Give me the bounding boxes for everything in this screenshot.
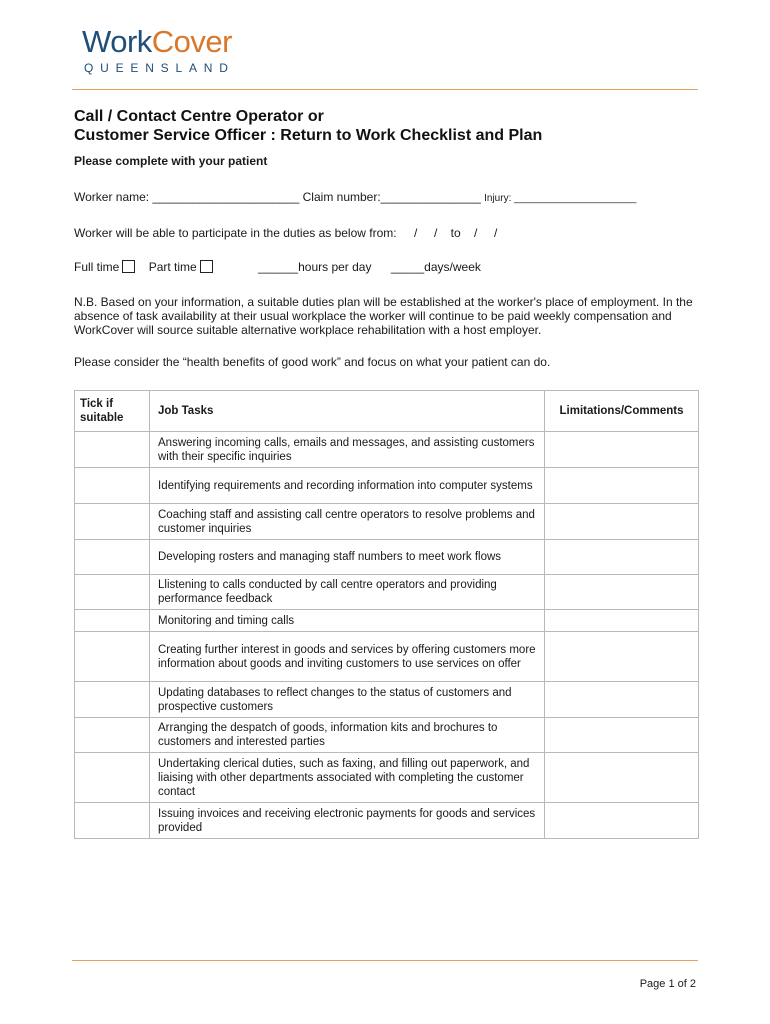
comments-header: Limitations/Comments [545,391,699,432]
task-cell: Monitoring and timing calls [150,610,545,632]
task-cell: Identifying requirements and recording information into computer systems [150,468,545,504]
logo-subtitle: QUEENSLAND [84,61,235,75]
tick-cell[interactable] [75,610,150,632]
tick-cell[interactable] [75,468,150,504]
task-cell: Coaching staff and assisting call centre operators to resolve problems and customer inquiries [150,504,545,540]
title-line-2: Customer Service Officer : Return to Work Checklist and Plan [74,127,543,144]
comments-cell[interactable] [545,610,699,632]
task-cell: Updating databases to reflect changes to the status of customers and prospective customers [150,682,545,718]
comments-cell[interactable] [545,718,699,753]
comments-cell[interactable] [545,468,699,504]
logo-wordmark: WorkCover [82,24,232,59]
tick-cell[interactable] [75,575,150,610]
participation-line [74,226,497,240]
days-per-week-field[interactable]: _____days/week [390,260,481,274]
table-row [75,682,699,718]
page-number: Page 1 of 2 [639,978,696,990]
title-line-1: Call / Contact Centre Operator or [74,108,324,125]
tick-cell[interactable] [75,432,150,468]
task-cell: Answering incoming calls, emails and messages, and assisting customers with their specific inquiries [150,432,545,468]
comments-cell[interactable] [545,632,699,682]
table-row [75,540,699,575]
table-row [75,575,699,610]
tick-cell[interactable] [75,803,150,839]
tick-cell[interactable] [75,718,150,753]
comments-cell[interactable] [545,803,699,839]
worker-details-line [74,190,637,204]
header-rule [72,89,698,90]
part-time-label: Part time [148,260,197,274]
tick-cell[interactable] [75,682,150,718]
task-cell: Issuing invoices and receiving electronic payments for goods and services provided [150,803,545,839]
tick-header: Tick if suitable [75,391,150,432]
comments-cell[interactable] [545,540,699,575]
task-cell: Undertaking clerical duties, such as faxing, and filling out paperwork, and liaising with other departments associated with completing the customer contact [150,753,545,803]
injury-field[interactable]: Injury: ______________________ [484,193,637,204]
schedule-line [74,260,481,274]
instructions-subtitle: Please complete with your patient [74,154,268,168]
table-row [75,504,699,540]
consider-paragraph: Please consider the “health benefits of good work” and focus on what your patient can do. [74,355,551,369]
table-header-row [75,391,699,432]
comments-cell[interactable] [545,432,699,468]
tick-cell[interactable] [75,504,150,540]
full-time-checkbox[interactable] [122,260,135,273]
part-time-checkbox[interactable] [200,260,213,273]
comments-cell[interactable] [545,753,699,803]
table-row [75,632,699,682]
full-time-label: Full time [74,260,120,274]
worker-name-field[interactable]: Worker name: ______________________ [74,190,300,204]
comments-cell[interactable] [545,504,699,540]
table-row [75,468,699,504]
job-tasks-header: Job Tasks [150,391,545,432]
tick-cell[interactable] [75,632,150,682]
footer-rule [72,960,698,961]
tick-cell[interactable] [75,753,150,803]
workcover-logo [82,26,235,75]
task-cell: Creating further interest in goods and services by offering customers more information about goods and inviting customers to use services on offer [150,632,545,682]
table-row [75,753,699,803]
comments-cell[interactable] [545,682,699,718]
table-row [75,432,699,468]
tick-cell[interactable] [75,540,150,575]
participation-dates-field[interactable]: / / to / / [413,226,498,240]
comments-cell[interactable] [545,575,699,610]
task-cell: Developing rosters and managing staff numbers to meet work flows [150,540,545,575]
table-row [75,610,699,632]
document-title [74,107,542,145]
job-tasks-table [74,390,699,839]
task-cell: Llistening to calls conducted by call centre operators and providing performance feedback [150,575,545,610]
nb-paragraph: N.B. Based on your information, a suitable duties plan will be established at the worker's place of employment. In the absence of task availability at their usual workplace the worker will continue to be paid weekly compensation and WorkCover will source suitable alternative workplace rehabilitation with a host employer. [74,295,693,337]
participation-text: Worker will be able to participate in the duties as below from: [74,226,397,240]
table-row [75,803,699,839]
claim-number-field[interactable]: Claim number:_______________ [302,190,481,204]
table-row [75,718,699,753]
task-cell: Arranging the despatch of goods, information kits and brochures to customers and interested parties [150,718,545,753]
hours-per-day-field[interactable]: ______hours per day [258,260,372,274]
